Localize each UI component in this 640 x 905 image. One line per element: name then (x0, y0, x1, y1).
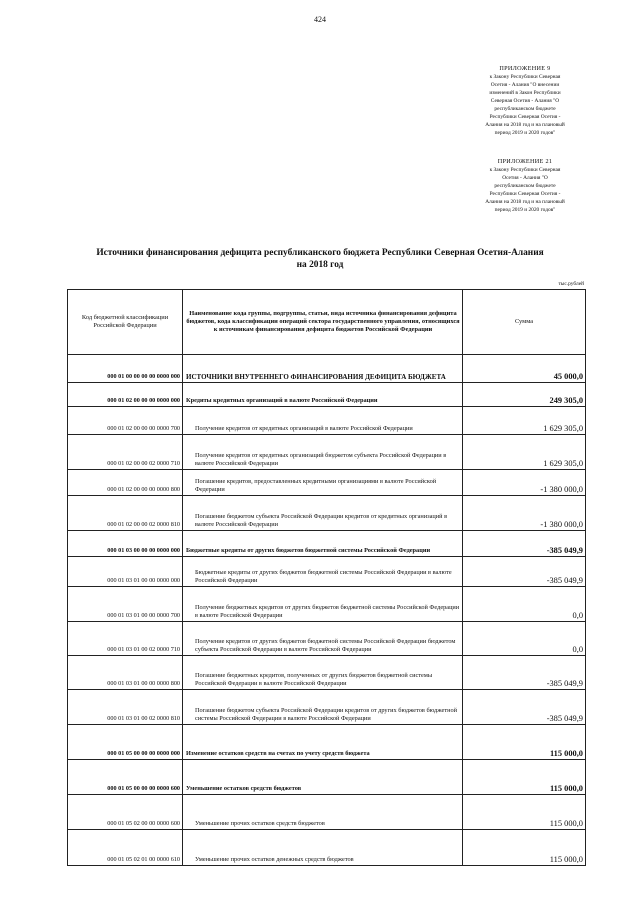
row-name: Изменение остатков средств на счетах по учету средств бюджета (183, 725, 463, 760)
row-name: Получение кредитов от других бюджетов бюджетной системы Российской Федерации бюджетом субъекта Российской Федерации в валюте Российской Федерации (183, 622, 463, 656)
appendix-line: Осетия - Алания "О внесении (490, 82, 560, 88)
row-name: Кредиты кредитных организаций в валюте Российской Федерации (183, 383, 463, 407)
row-code: 000 01 03 01 00 00 0000 800 (68, 656, 183, 690)
row-code: 000 01 03 00 00 00 0000 000 (68, 531, 183, 557)
row-name: Бюджетные кредиты от других бюджетов бюджетной системы Российской Федерации (183, 531, 463, 557)
row-name: ИСТОЧНИКИ ВНУТРЕННЕГО ФИНАНСИРОВАНИЯ ДЕФИЦИТА БЮДЖЕТА (183, 355, 463, 383)
row-code: 000 01 00 00 00 00 0000 000 (68, 355, 183, 383)
table-row (68, 557, 586, 587)
row-name: Бюджетные кредиты от других бюджетов бюджетной системы Российской Федерации в валюте Российской Федерации (183, 557, 463, 587)
row-name: Получение бюджетных кредитов от других бюджетов бюджетной системы Российской Федерации в валюте Российской Федерации (183, 587, 463, 622)
row-name: Погашение кредитов, предоставленных кредитными организациями в валюте Российской Федерации (183, 470, 463, 496)
row-code: 000 01 02 00 00 00 0000 700 (68, 407, 183, 435)
row-sum: 249 305,0 (463, 383, 586, 407)
row-name: Погашение бюджетом субъекта Российской Федерации кредитов от других бюджетов бюджетной системы Российской Федерации в валюте Российской Федерации (183, 690, 463, 725)
appendix-line: Алания на 2018 год и на плановый (485, 122, 565, 128)
row-sum: -385 049,9 (463, 531, 586, 557)
document-title (50, 247, 590, 271)
units-label: тыс.рублей (558, 281, 584, 287)
row-sum: -385 049,9 (463, 656, 586, 690)
table-row (68, 795, 586, 830)
table-row (68, 470, 586, 496)
appendix-line: период 2019 и 2020 годов" (494, 130, 556, 136)
row-code: 000 01 05 00 00 00 0000 600 (68, 760, 183, 795)
row-code: 000 01 05 02 00 00 0000 600 (68, 795, 183, 830)
row-code: 000 01 02 00 00 00 0000 000 (68, 383, 183, 407)
appendix-line: изменений в Закон Республики (489, 90, 561, 96)
appendix-title: ПРИЛОЖЕНИЕ 9 (499, 65, 551, 72)
row-sum: -1 380 000,0 (463, 496, 586, 531)
row-name: Погашение бюджетом субъекта Российской Федерации кредитов от кредитных организаций в валюте Российской Федерации (183, 496, 463, 531)
appendix-line: республиканском бюджете (494, 106, 556, 112)
row-code: 000 01 05 02 01 00 0000 610 (68, 830, 183, 866)
row-code: 000 01 03 01 00 00 0000 000 (68, 557, 183, 587)
header-sum: Сумма (463, 290, 586, 355)
appendix-line: Республики Северная Осетия - (489, 114, 561, 120)
row-sum: 115 000,0 (463, 795, 586, 830)
row-sum: 1 629 305,0 (463, 435, 586, 470)
row-sum: -1 380 000,0 (463, 470, 586, 496)
table-row (68, 622, 586, 656)
table-row (68, 407, 586, 435)
table-row (68, 435, 586, 470)
row-sum: 115 000,0 (463, 760, 586, 795)
header-name: Наименование кода группы, подгруппы, статьи, вида источника финансирования дефицита бюджетов, кода классификации операций сектора государственного управления, относящихся к источникам финансирования дефицита бюджетов Российской Федерации (183, 290, 463, 355)
row-code: 000 01 03 01 00 02 0000 710 (68, 622, 183, 656)
appendix-21-note (440, 158, 610, 214)
row-code: 000 01 03 01 00 00 0000 700 (68, 587, 183, 622)
row-code: 000 01 05 00 00 00 0000 000 (68, 725, 183, 760)
row-name: Уменьшение прочих остатков денежных средств бюджетов (183, 830, 463, 866)
page-number: 424 (314, 15, 326, 24)
table-row (68, 725, 586, 760)
appendix-title: ПРИЛОЖЕНИЕ 21 (497, 158, 553, 165)
header-code: Код бюджетной классификации Российской Федерации (68, 290, 183, 355)
row-name: Погашение бюджетных кредитов, полученных от других бюджетов бюджетной системы Российской Федерации в валюте Российской Федерации (183, 656, 463, 690)
row-code: 000 01 02 00 00 02 0000 810 (68, 496, 183, 531)
document-title-line: Источники финансирования дефицита республиканского бюджета Республики Северная Осетия-Алания (96, 248, 544, 258)
row-sum: 115 000,0 (463, 830, 586, 866)
table-row (68, 383, 586, 407)
appendix-line: к Закону Республики Северная (489, 74, 561, 80)
row-sum: 1 629 305,0 (463, 407, 586, 435)
row-name: Получение кредитов от кредитных организаций в валюте Российской Федерации (183, 407, 463, 435)
table-row (68, 587, 586, 622)
row-name: Получение кредитов от кредитных организаций бюджетом субъекта Российской Федерации в валюте Российской Федерации (183, 435, 463, 470)
appendix-line: Северная Осетия - Алания "О (490, 98, 560, 104)
appendix-line: республиканском бюджете (494, 183, 556, 189)
table-row (68, 656, 586, 690)
row-sum: 0,0 (463, 622, 586, 656)
financing-sources-table (67, 289, 586, 866)
table-row (68, 496, 586, 531)
row-sum: 45 000,0 (463, 355, 586, 383)
appendix-line: к Закону Республики Северная (489, 167, 561, 173)
row-sum: 0,0 (463, 587, 586, 622)
row-code: 000 01 02 00 00 02 0000 710 (68, 435, 183, 470)
table-row (68, 355, 586, 383)
table-row (68, 830, 586, 866)
table-row (68, 760, 586, 795)
table-header-row (68, 290, 586, 355)
appendix-line: Осетия - Алания "О (502, 175, 548, 181)
table-row (68, 690, 586, 725)
row-sum: 115 000,0 (463, 725, 586, 760)
row-code: 000 01 03 01 00 02 0000 810 (68, 690, 183, 725)
row-sum: -385 049,9 (463, 557, 586, 587)
row-name: Уменьшение остатков средств бюджетов (183, 760, 463, 795)
table-row (68, 531, 586, 557)
appendix-line: Алания на 2018 год и на плановый (485, 199, 565, 205)
row-name: Уменьшение прочих остатков средств бюджетов (183, 795, 463, 830)
appendix-9-note (440, 65, 610, 137)
document-title-line: на 2018 год (296, 260, 344, 270)
row-sum: -385 049,9 (463, 690, 586, 725)
appendix-line: период 2019 и 2020 годов" (494, 207, 556, 213)
row-code: 000 01 02 00 00 00 0000 800 (68, 470, 183, 496)
appendix-line: Республики Северная Осетия - (489, 191, 561, 197)
